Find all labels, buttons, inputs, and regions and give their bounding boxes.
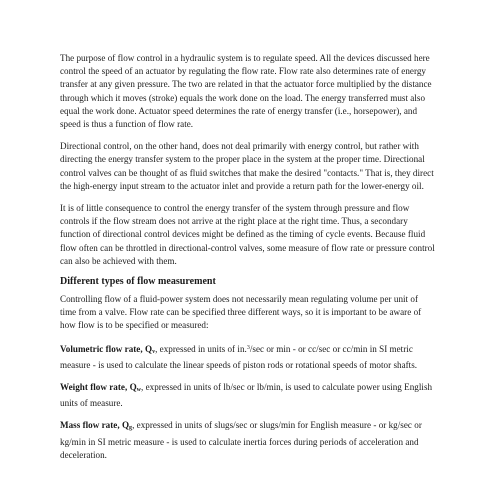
term-mass-flow-rate: Mass flow rate, bbox=[60, 420, 120, 431]
section-heading: Different types of flow measurement bbox=[60, 276, 216, 288]
paragraph-flow-measurement-intro: Controlling flow of a fluid-power system does not necessarily mean regulating volume per unit of time from a valve. Flow rate can be specified three different ways, so it is important to be aware of how flow is to be specified or measured: bbox=[60, 294, 422, 331]
subscript-g: g bbox=[129, 425, 133, 432]
term-weight-flow-rate: Weight flow rate, bbox=[60, 382, 128, 393]
paragraph-flow-control-purpose: The purpose of flow control in a hydraulic system is to regulate speed. All the devices discussed here control the speed of an actuator by regulating the flow rate. Flow rate also determines rate of energy transfer at any given pressure. The two are related in that the actuator force multiplied by the distance through which it moves (stroke) equals the work done on the load. The energy transferred must also equal the work done. Actuator speed determines the rate of energy transfer (i.e., horsepower), and speed is thus a function of flow rate. bbox=[60, 53, 432, 130]
definition-volumetric-flow-rate bbox=[60, 342, 436, 372]
definition-weight-flow-rate bbox=[60, 381, 436, 410]
definition-text: , expressed in units of lb/sec or lb/min, is used to calculate power using English units of measure. bbox=[60, 382, 433, 409]
superscript-3: 3 bbox=[246, 344, 250, 351]
subscript-v: v bbox=[152, 348, 156, 355]
definition-text-part-b: /sec or min - or cc/sec or cc/min in SI metric measure - is used to calculate the linear speeds of piston rods or rotational speeds of motor shafts. bbox=[60, 343, 418, 370]
paragraph-timing-of-cycle-events: It is of little consequence to control the energy transfer of the system through pressure and flow controls if the flow stream does not arrive at the right place at the right time. Thus, a secondary function of directional control devices might be defined as the timing of cycle events. Because fluid flow often can be throttled in directional-control valves, some measure of flow rate or pressure control can also be achieved with them. bbox=[60, 203, 435, 266]
term-volumetric-flow-rate: Volumetric flow rate, bbox=[60, 343, 143, 354]
definition-mass-flow-rate bbox=[60, 419, 436, 462]
definition-text: , expressed in units of slugs/sec or slugs/min for English measure - or kg/sec or kg/min in SI metric measure - is used to calculate inertia forces during periods of acceleration and deceleration. bbox=[60, 420, 422, 460]
symbol-q: Q bbox=[144, 343, 153, 354]
definition-text-part-a: , expressed in units of in. bbox=[155, 343, 247, 354]
symbol-q: Q bbox=[121, 420, 130, 431]
paragraph-directional-control: Directional control, on the other hand, does not deal primarily with energy control, but rather with directing the energy transfer system to the proper place in the system at the proper time. Directional control valves can be thought of as fluid switches that make the desired "contacts." That is, they direct the high-energy input stream to the actuator inlet and provide a return path for the lower-energy oil. bbox=[60, 141, 434, 191]
document-page bbox=[60, 52, 436, 471]
symbol-q: Q bbox=[129, 382, 137, 393]
subscript-w: w bbox=[136, 387, 142, 394]
